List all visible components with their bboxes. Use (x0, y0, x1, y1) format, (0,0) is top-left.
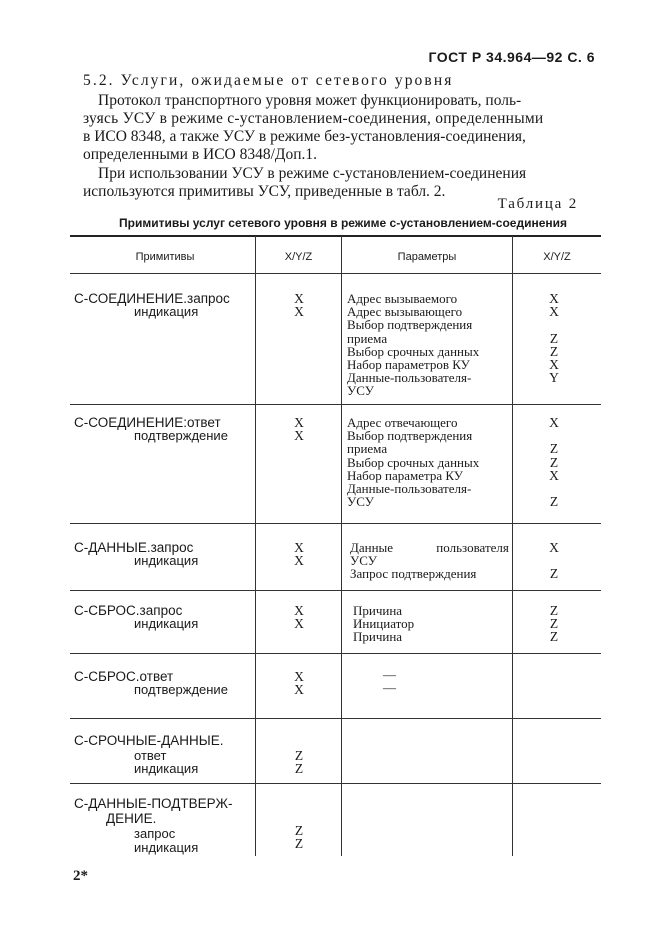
row4-primitive: С-СБРОС.запрос индикация (74, 603, 199, 632)
row7-xyz1: Z Z (294, 823, 304, 852)
row3-params: Данные пользователя УСУ Запрос подтверждения (350, 540, 509, 582)
row3-xyz2: X Z (549, 540, 559, 582)
row7-primitive: С-ДАННЫЕ-ПОДТВЕРЖ- ДЕНИЕ. запрос индикация (74, 796, 233, 855)
row6-xyz1: Z Z (294, 748, 304, 777)
row5-params: — — (383, 667, 396, 696)
table-top-rule (70, 235, 601, 237)
row5-primitive: С-СБРОС.ответ подтверждение (74, 669, 228, 698)
para1-line1: Протокол транспортного уровня может функционировать, поль- (98, 92, 522, 109)
table-label: Таблица 2 (497, 196, 578, 212)
table-header-rule (70, 273, 601, 274)
page-header: ГОСТ Р 34.964—92 С. 6 (428, 49, 595, 65)
row4-xyz2: Z Z Z (549, 603, 559, 645)
para1-line3: в ИСО 8348, а также УСУ в режиме без-установления-соединения, (83, 128, 526, 145)
col-header-xyz2: X/Y/Z (543, 251, 571, 263)
page-signature-mark: 2* (73, 868, 88, 884)
para1-line2: зуясь УСУ в режиме с-установлением-соединения, определенными (83, 110, 544, 127)
col-header-params: Параметры (397, 251, 457, 263)
para2-line2: используются примитивы УСУ, приведенные в табл. 2. (83, 183, 446, 200)
row-divider (70, 783, 601, 784)
row3-primitive: С-ДАННЫЕ.запрос индикация (74, 540, 199, 569)
para1-line4: определенными в ИСО 8348/Доп.1. (83, 146, 318, 163)
col-header-xyz1: X/Y/Z (284, 251, 313, 263)
row5-xyz1: X X (294, 669, 304, 698)
row-divider (70, 523, 601, 524)
row4-params: Причина Инициатор Причина (353, 603, 415, 645)
row1-xyz2: X X Z Z X Y (549, 291, 559, 386)
row-divider (70, 653, 601, 654)
row2-xyz2: X Z Z X Z (549, 415, 559, 510)
table-caption: Примитивы услуг сетевого уровня в режиме с-установлением-соединения (118, 216, 567, 230)
row1-params: Адрес вызываемого Адрес вызывающего Выбор подтверждения приема Выбор срочных данных Набор параметров КУ Данные-пользователя- УСУ (347, 291, 480, 399)
row1-primitive: С-СОЕДИНЕНИЕ.запрос индикация (74, 291, 230, 320)
section-title: 5.2. Услуги, ожидаемые от сетевого уровня (83, 72, 454, 89)
row3-xyz1: X X (294, 540, 304, 569)
row2-primitive: С-СОЕДИНЕНИЕ:ответ подтверждение (74, 415, 228, 444)
row-divider (70, 404, 601, 405)
para2-line1: При использовании УСУ в режиме с-установлением-соединения (98, 165, 527, 182)
row-divider (70, 590, 601, 591)
row1-xyz1: X X (294, 291, 304, 320)
col-divider (512, 236, 513, 856)
col-divider (341, 236, 342, 856)
row2-params: Адрес отвечающего Выбор подтверждения приема Выбор срочных данных Набор параметра КУ Данные-пользователя- УСУ (347, 415, 480, 510)
row6-primitive: С-СРОЧНЫЕ-ДАННЫЕ. ответ индикация (74, 733, 224, 777)
row2-xyz1: X X (294, 415, 304, 444)
col-header-primitives: Примитивы (135, 251, 195, 263)
row4-xyz1: X X (294, 603, 304, 632)
row-divider (70, 718, 601, 719)
col-divider (255, 236, 256, 856)
